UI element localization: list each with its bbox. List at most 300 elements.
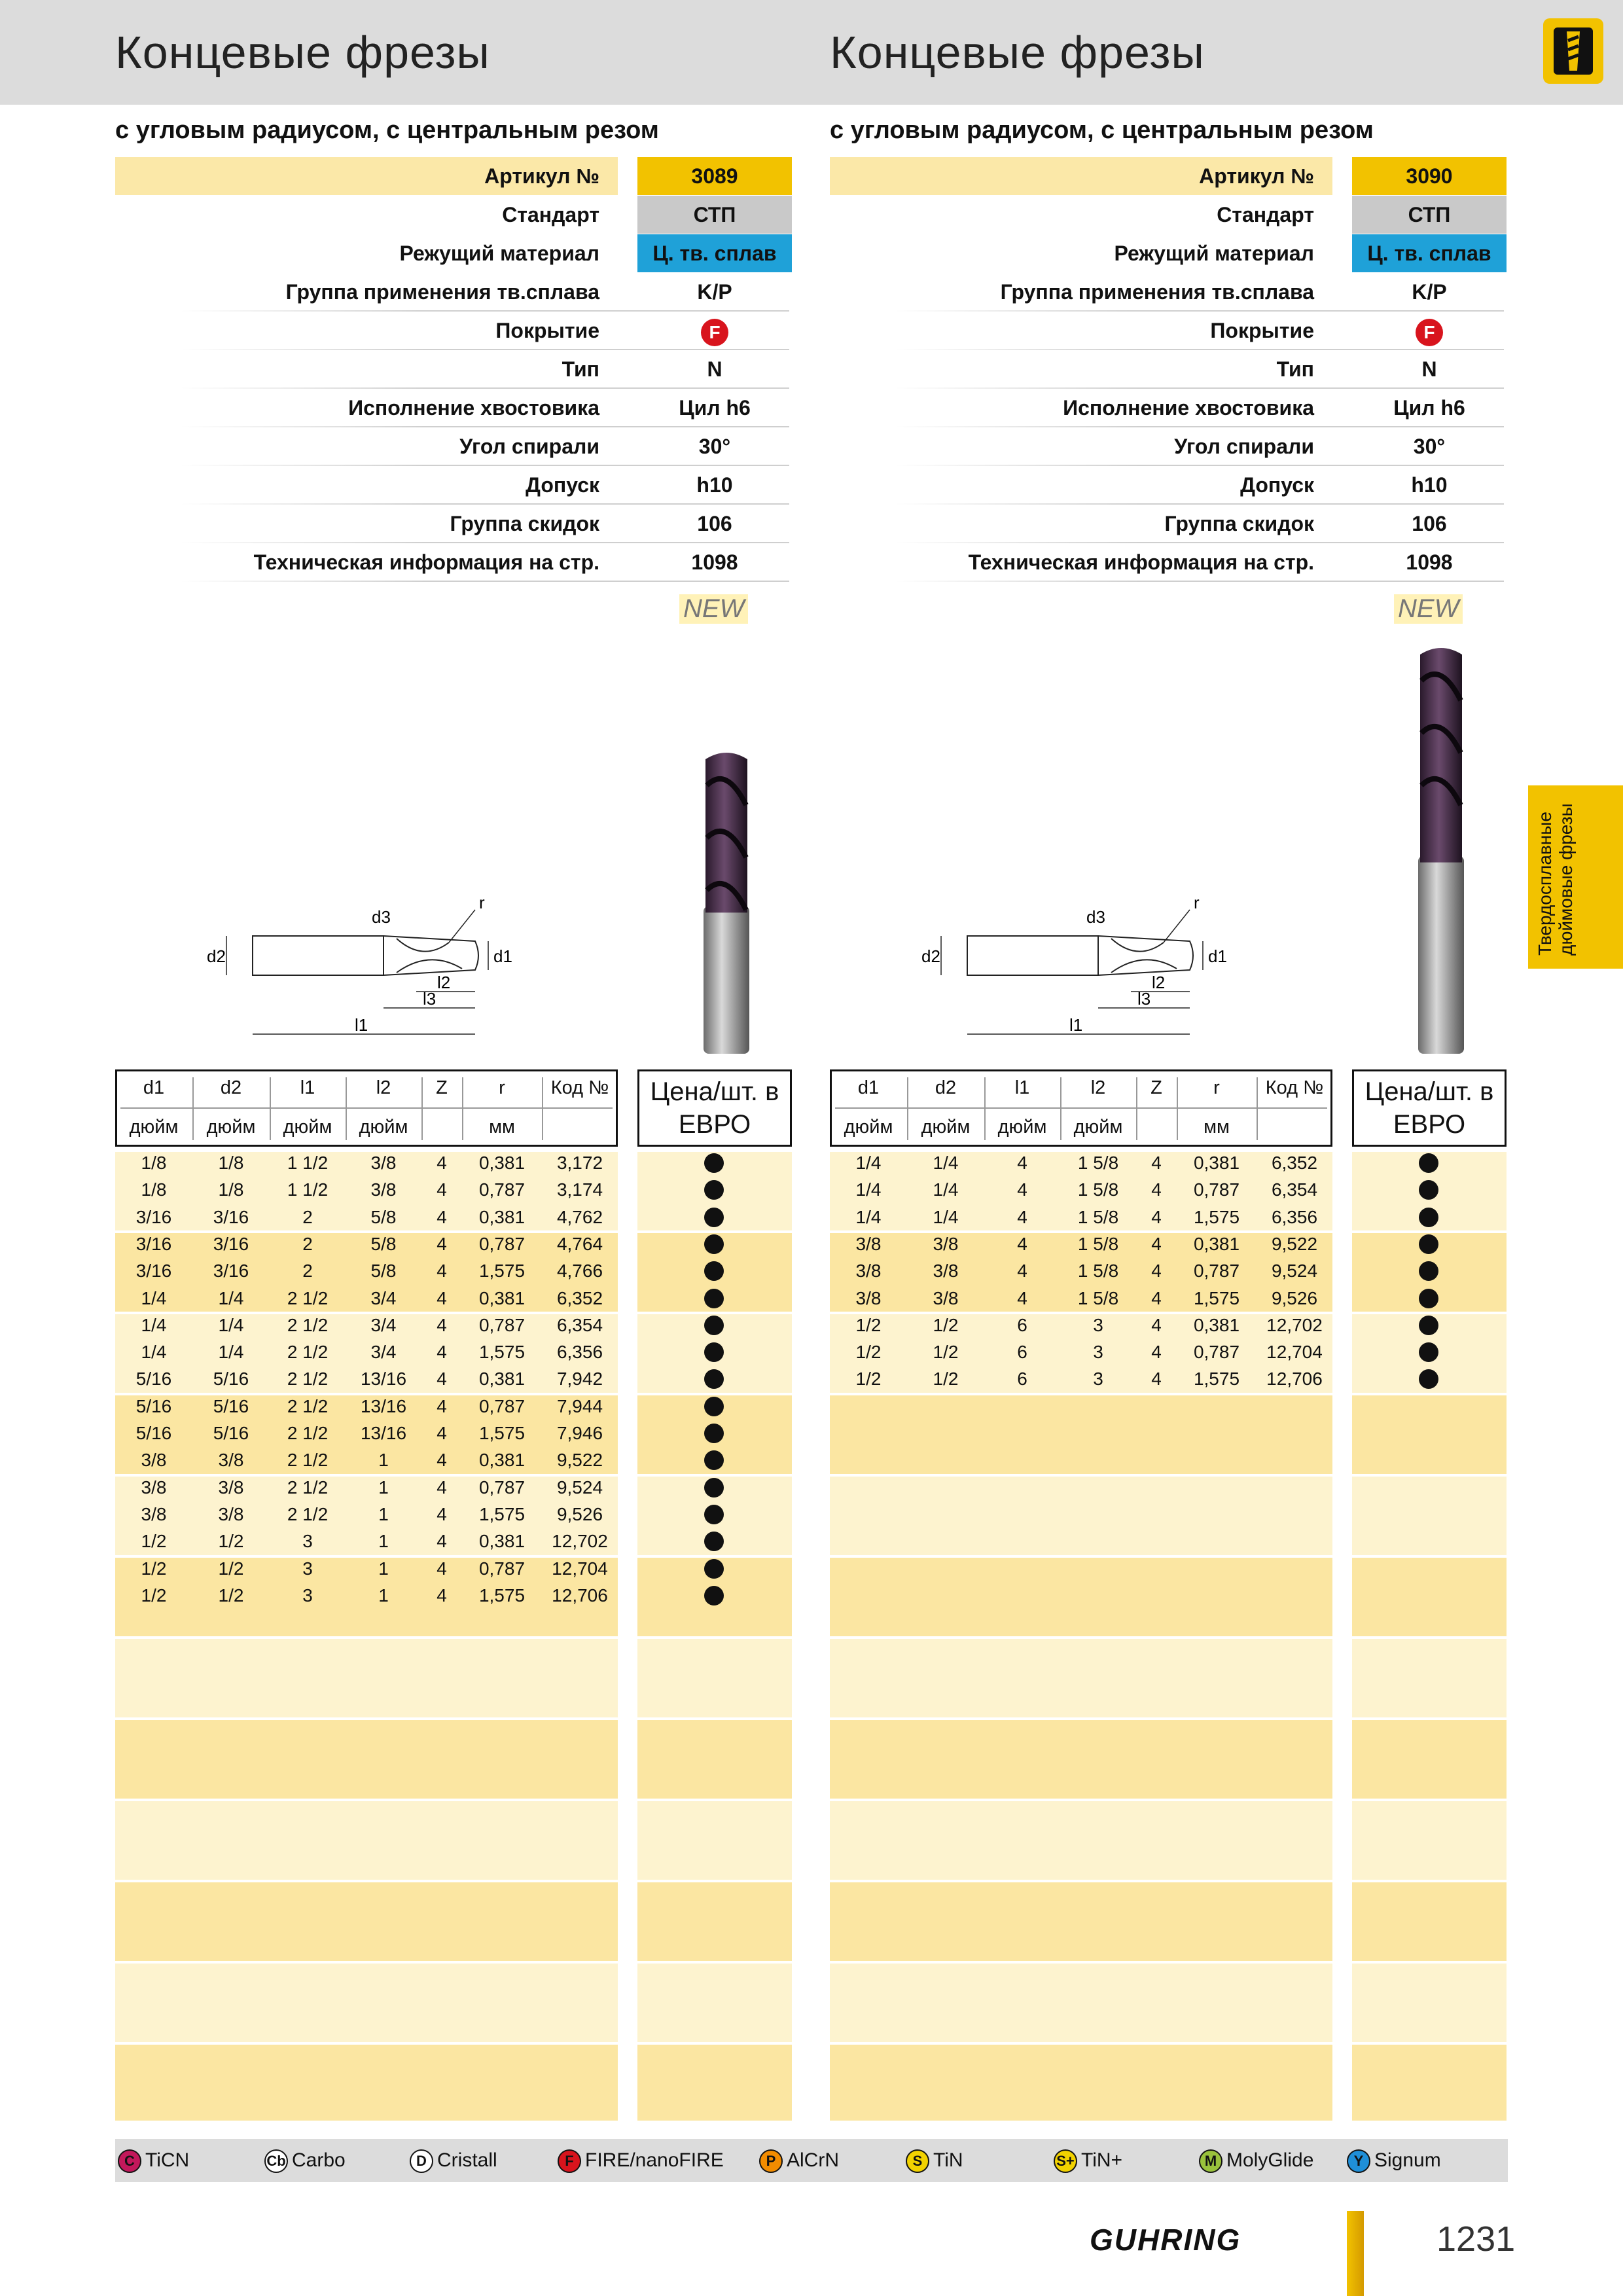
prop-value-article: 3090 xyxy=(1352,157,1507,195)
end-mill-photo xyxy=(687,746,766,1054)
availability-dot-icon xyxy=(1419,1261,1438,1281)
cell-l2: 1 xyxy=(378,1531,389,1552)
cell-z: 4 xyxy=(437,1233,447,1254)
cell-l2: 1 5/8 xyxy=(1077,1179,1119,1200)
legend-label: TiN xyxy=(933,2149,963,2171)
table-row xyxy=(115,1257,618,1284)
legend-label: AlCrN xyxy=(787,2149,839,2171)
cell-r: 0,787 xyxy=(478,1477,526,1498)
column-divider xyxy=(1060,1077,1061,1140)
page-number: 1231 xyxy=(1436,2219,1516,2259)
cell-l2: 1 5/8 xyxy=(1077,1233,1119,1254)
cell-l2: 1 xyxy=(378,1477,389,1498)
cell-l1: 3 xyxy=(302,1585,313,1605)
cell-l1: 2 xyxy=(302,1233,313,1254)
cell-d2: 1/4 xyxy=(933,1206,959,1227)
brand-logo: GUHRING xyxy=(1090,2223,1241,2257)
cell-r: 1,575 xyxy=(478,1261,526,1282)
cell-d1: 3/8 xyxy=(855,1287,882,1308)
column-divider xyxy=(907,1077,908,1140)
availability-dot-icon xyxy=(1419,1289,1438,1308)
coating-tin-icon: S+ xyxy=(1054,2149,1077,2173)
cell-z: 4 xyxy=(437,1531,447,1552)
table-band xyxy=(115,1882,618,1961)
column-divider xyxy=(542,1077,543,1140)
cell-z: 4 xyxy=(437,1261,447,1282)
availability-dot-icon xyxy=(1419,1342,1438,1362)
prop-value-carbide-group: K/P xyxy=(1412,280,1447,304)
prop-value-type: N xyxy=(1421,357,1437,381)
cell-l2: 3 xyxy=(1093,1342,1103,1363)
price-header: Цена/шт. в ЕВРО xyxy=(637,1069,792,1147)
svg-text:l3: l3 xyxy=(1137,989,1151,1009)
prop-label-type: Тип xyxy=(562,357,599,381)
column-header: d2 xyxy=(220,1077,242,1098)
cell-d1: 1/2 xyxy=(141,1585,167,1605)
dimension-drawing xyxy=(915,890,1334,1047)
cell-r: 0,787 xyxy=(1193,1342,1240,1363)
availability-dot-icon xyxy=(704,1478,724,1498)
cell-code: 9,522 xyxy=(556,1450,603,1471)
legend-label: MolyGlide xyxy=(1226,2149,1314,2171)
cell-z: 4 xyxy=(1151,1261,1162,1282)
prop-value-shank: Цил h6 xyxy=(679,396,751,420)
legend-label: Signum xyxy=(1374,2149,1441,2171)
cell-z: 4 xyxy=(437,1585,447,1605)
prop-label-shank: Исполнение хвостовика xyxy=(1063,396,1314,420)
cell-r: 0,787 xyxy=(1193,1261,1240,1282)
column-divider xyxy=(346,1077,347,1140)
column-header: Z xyxy=(436,1077,448,1098)
cell-l1: 2 1/2 xyxy=(287,1287,329,1308)
price-band xyxy=(1352,1882,1507,1961)
cell-code: 6,352 xyxy=(1271,1153,1318,1173)
price-band xyxy=(637,1720,792,1799)
availability-dot-icon xyxy=(704,1559,724,1579)
cell-z: 4 xyxy=(437,1153,447,1173)
prop-value-tech-info: 1098 xyxy=(691,550,738,574)
cell-d2: 1/2 xyxy=(218,1531,244,1552)
cell-code: 12,702 xyxy=(552,1531,608,1552)
price-band xyxy=(637,1882,792,1961)
price-band xyxy=(637,1639,792,1717)
column-header: l2 xyxy=(376,1077,391,1098)
table-band xyxy=(115,1801,618,1880)
cell-d1: 3/8 xyxy=(141,1477,167,1498)
table-row xyxy=(115,1555,618,1582)
cell-l2: 13/16 xyxy=(360,1423,407,1443)
cell-code: 7,944 xyxy=(556,1395,603,1416)
cell-l2: 5/8 xyxy=(370,1233,397,1254)
cell-l1: 4 xyxy=(1017,1261,1027,1282)
cell-z: 4 xyxy=(437,1342,447,1363)
table-row xyxy=(115,1204,618,1230)
cell-l2: 1 5/8 xyxy=(1077,1206,1119,1227)
cell-l2: 3/4 xyxy=(370,1287,397,1308)
cell-code: 12,706 xyxy=(552,1585,608,1605)
cell-code: 7,942 xyxy=(556,1369,603,1390)
availability-dot-icon xyxy=(704,1316,724,1335)
coating-firenanofire-icon: F xyxy=(558,2149,581,2173)
prop-label-helix: Угол спирали xyxy=(459,435,599,458)
cell-l2: 5/8 xyxy=(370,1261,397,1282)
svg-text:d3: d3 xyxy=(1086,907,1105,927)
cell-z: 4 xyxy=(437,1369,447,1390)
prop-value-article: 3089 xyxy=(637,157,792,195)
cell-d1: 1/8 xyxy=(141,1153,167,1173)
column-header: l1 xyxy=(1014,1077,1030,1098)
cell-z: 4 xyxy=(1151,1314,1162,1335)
svg-text:l1: l1 xyxy=(1069,1015,1083,1035)
cell-l1: 4 xyxy=(1017,1287,1027,1308)
svg-text:r: r xyxy=(479,893,485,912)
row-divider xyxy=(895,581,1504,582)
prop-value-shank: Цил h6 xyxy=(1393,396,1465,420)
cell-r: 0,787 xyxy=(478,1558,526,1579)
cell-d1: 1/2 xyxy=(855,1342,882,1363)
prop-label-discount: Группа скидок xyxy=(450,512,599,535)
cell-d2: 3/16 xyxy=(213,1261,249,1282)
table-row xyxy=(115,1446,618,1473)
table-row xyxy=(830,1338,1332,1365)
svg-text:l1: l1 xyxy=(355,1015,368,1035)
availability-dot-icon xyxy=(1419,1316,1438,1335)
cell-l2: 1 xyxy=(378,1450,389,1471)
availability-dot-icon xyxy=(704,1342,724,1362)
prop-value-coating xyxy=(637,312,792,350)
cell-r: 0,381 xyxy=(478,1369,526,1390)
cell-d1: 1/4 xyxy=(855,1206,882,1227)
prop-label-cutting-material: Режущий материал xyxy=(1114,242,1314,265)
availability-dot-icon xyxy=(704,1289,724,1308)
prop-value-helix: 30° xyxy=(1413,435,1446,458)
prop-value-helix: 30° xyxy=(698,435,731,458)
row-divider xyxy=(181,581,789,582)
prop-label-helix: Угол спирали xyxy=(1174,435,1314,458)
cell-d2: 3/8 xyxy=(218,1477,244,1498)
cell-l2: 13/16 xyxy=(360,1369,407,1390)
prop-label-carbide-group: Группа применения тв.сплава xyxy=(285,280,599,304)
cell-r: 1,575 xyxy=(1193,1206,1240,1227)
cell-d1: 1/2 xyxy=(141,1531,167,1552)
svg-text:d1: d1 xyxy=(493,946,512,966)
column-unit: дюйм xyxy=(997,1117,1047,1138)
cell-r: 1,575 xyxy=(1193,1369,1240,1390)
cell-d2: 1/8 xyxy=(218,1179,244,1200)
cell-code: 9,526 xyxy=(1271,1287,1318,1308)
cell-l2: 3/4 xyxy=(370,1342,397,1363)
prop-label-article: Артикул № xyxy=(115,157,618,195)
cell-l1: 1 1/2 xyxy=(287,1153,329,1173)
table-row xyxy=(830,1312,1332,1338)
cell-d1: 3/8 xyxy=(141,1503,167,1524)
cell-d2: 3/16 xyxy=(213,1206,249,1227)
cell-r: 0,381 xyxy=(478,1287,526,1308)
cell-r: 1,575 xyxy=(478,1503,526,1524)
table-row xyxy=(830,1204,1332,1230)
cell-l2: 1 xyxy=(378,1503,389,1524)
svg-text:d2: d2 xyxy=(921,946,940,966)
cell-code: 6,354 xyxy=(1271,1179,1318,1200)
table-band xyxy=(830,1639,1332,1717)
cell-l1: 6 xyxy=(1017,1342,1027,1363)
cell-r: 0,381 xyxy=(478,1531,526,1552)
cell-d1: 1/4 xyxy=(141,1342,167,1363)
table-band xyxy=(115,1639,618,1717)
legend-item xyxy=(1054,2148,1122,2173)
table-band xyxy=(830,1882,1332,1961)
side-tab-label: Твердосплавные дюймовые фрезы xyxy=(1535,803,1576,956)
cell-d2: 1/4 xyxy=(218,1342,244,1363)
cell-z: 4 xyxy=(1151,1179,1162,1200)
table-row xyxy=(115,1285,618,1312)
cell-l1: 6 xyxy=(1017,1369,1027,1390)
cell-l1: 6 xyxy=(1017,1314,1027,1335)
column-header: d1 xyxy=(143,1077,165,1098)
availability-dot-icon xyxy=(704,1208,724,1227)
column-unit: дюйм xyxy=(844,1117,893,1138)
cell-l1: 1 1/2 xyxy=(287,1179,329,1200)
table-row xyxy=(115,1149,618,1176)
cell-r: 0,787 xyxy=(478,1314,526,1335)
legend-item xyxy=(906,2148,963,2173)
cell-l1: 2 xyxy=(302,1261,313,1282)
prop-value-tolerance: h10 xyxy=(1411,473,1448,497)
prop-label-shank: Исполнение хвостовика xyxy=(348,396,599,420)
cell-l1: 2 xyxy=(302,1206,313,1227)
svg-text:l2: l2 xyxy=(1152,973,1166,992)
cell-d2: 1/2 xyxy=(933,1342,959,1363)
cell-code: 12,702 xyxy=(1266,1314,1323,1335)
column-unit: мм xyxy=(1204,1117,1230,1138)
table-band xyxy=(830,1720,1332,1799)
table-row xyxy=(115,1176,618,1203)
column-header: d1 xyxy=(857,1077,880,1098)
table-band xyxy=(830,1964,1332,2042)
cell-code: 6,356 xyxy=(556,1342,603,1363)
column-unit: мм xyxy=(489,1117,515,1138)
cell-d2: 3/8 xyxy=(933,1233,959,1254)
table-band xyxy=(830,1477,1332,1555)
table-row xyxy=(115,1528,618,1554)
column-unit: дюйм xyxy=(206,1117,256,1138)
cell-l1: 2 1/2 xyxy=(287,1423,329,1443)
cell-r: 0,381 xyxy=(478,1206,526,1227)
prop-label-type: Тип xyxy=(1276,357,1314,381)
cell-d1: 5/16 xyxy=(135,1369,172,1390)
column-unit: дюйм xyxy=(1073,1117,1123,1138)
panel-subtitle: с угловым радиусом, с центральным резом xyxy=(115,117,659,144)
cell-d1: 1/4 xyxy=(141,1287,167,1308)
cell-l2: 3/8 xyxy=(370,1153,397,1173)
coating-molyglide-icon: M xyxy=(1199,2149,1222,2173)
prop-value-standard: СТП xyxy=(1352,196,1507,234)
header-divider xyxy=(120,1107,613,1109)
cell-l2: 13/16 xyxy=(360,1395,407,1416)
availability-dot-icon xyxy=(704,1424,724,1443)
cell-d1: 5/16 xyxy=(135,1395,172,1416)
cell-r: 0,787 xyxy=(1193,1179,1240,1200)
cell-r: 1,575 xyxy=(478,1342,526,1363)
cell-l1: 4 xyxy=(1017,1179,1027,1200)
price-band xyxy=(1352,1477,1507,1555)
cell-d2: 3/16 xyxy=(213,1233,249,1254)
column-header: l2 xyxy=(1090,1077,1106,1098)
prop-value-cutting-material: Ц. тв. сплав xyxy=(1352,234,1507,272)
column-divider xyxy=(270,1077,271,1140)
cell-d2: 1/4 xyxy=(933,1179,959,1200)
table-row xyxy=(830,1365,1332,1392)
column-divider xyxy=(192,1077,194,1140)
cell-d2: 5/16 xyxy=(213,1369,249,1390)
cell-l2: 3 xyxy=(1093,1314,1103,1335)
cell-z: 4 xyxy=(437,1179,447,1200)
table-band xyxy=(115,2045,618,2121)
cell-code: 6,354 xyxy=(556,1314,603,1335)
coating-carbo-icon: Cb xyxy=(264,2149,288,2173)
table-row xyxy=(115,1393,618,1420)
cell-l1: 3 xyxy=(302,1558,313,1579)
cell-z: 4 xyxy=(437,1450,447,1471)
coating-signum-icon: Y xyxy=(1347,2149,1370,2173)
cell-r: 0,381 xyxy=(1193,1153,1240,1173)
dimension-drawing xyxy=(200,890,619,1047)
cell-d1: 3/8 xyxy=(141,1450,167,1471)
cell-d1: 3/16 xyxy=(135,1233,172,1254)
cell-l2: 1 5/8 xyxy=(1077,1261,1119,1282)
cell-d1: 1/2 xyxy=(141,1558,167,1579)
cell-code: 9,526 xyxy=(556,1503,603,1524)
page-title-left: Концевые фрезы xyxy=(115,27,490,78)
cell-d2: 3/8 xyxy=(933,1261,959,1282)
availability-dot-icon xyxy=(704,1586,724,1605)
cell-l2: 3/4 xyxy=(370,1314,397,1335)
availability-dot-icon xyxy=(1419,1208,1438,1227)
availability-dot-icon xyxy=(704,1261,724,1281)
end-mill-photo xyxy=(1402,641,1480,1054)
cell-d2: 3/8 xyxy=(218,1450,244,1471)
cell-d1: 3/16 xyxy=(135,1206,172,1227)
table-row xyxy=(830,1257,1332,1284)
legend-item xyxy=(264,2148,346,2173)
cell-r: 1,575 xyxy=(478,1585,526,1605)
price-band xyxy=(637,1964,792,2042)
column-header: Код № xyxy=(550,1077,609,1098)
legend-label: TiN+ xyxy=(1081,2149,1123,2171)
coating-tin-icon: S xyxy=(906,2149,929,2173)
price-band xyxy=(637,1801,792,1880)
table-band xyxy=(830,1395,1332,1474)
cell-z: 4 xyxy=(437,1423,447,1443)
cell-d1: 1/2 xyxy=(855,1314,882,1335)
cell-l1: 3 xyxy=(302,1531,313,1552)
cell-code: 3,172 xyxy=(556,1153,603,1173)
table-row xyxy=(830,1285,1332,1312)
table-row xyxy=(830,1176,1332,1203)
availability-dot-icon xyxy=(704,1532,724,1551)
cell-code: 7,946 xyxy=(556,1423,603,1443)
coating-cristall-icon: D xyxy=(410,2149,433,2173)
prop-label-coating: Покрытие xyxy=(1210,319,1314,342)
availability-dot-icon xyxy=(704,1153,724,1173)
prop-value-type: N xyxy=(707,357,722,381)
svg-text:d2: d2 xyxy=(207,946,226,966)
cell-z: 4 xyxy=(1151,1233,1162,1254)
column-header: r xyxy=(499,1077,505,1098)
cell-d2: 1/2 xyxy=(933,1369,959,1390)
svg-text:r: r xyxy=(1194,893,1200,912)
new-badge: NEW xyxy=(1394,594,1463,624)
cell-z: 4 xyxy=(1151,1206,1162,1227)
cell-l1: 2 1/2 xyxy=(287,1477,329,1498)
prop-value-carbide-group: K/P xyxy=(697,280,732,304)
cell-d2: 1/2 xyxy=(933,1314,959,1335)
cell-r: 0,381 xyxy=(1193,1233,1240,1254)
page-title-right: Концевые фрезы xyxy=(830,27,1205,78)
cell-d2: 1/4 xyxy=(218,1287,244,1308)
cell-code: 6,352 xyxy=(556,1287,603,1308)
cell-z: 4 xyxy=(437,1287,447,1308)
table-row xyxy=(115,1338,618,1365)
column-header: Z xyxy=(1150,1077,1162,1098)
prop-label-tolerance: Допуск xyxy=(526,473,599,497)
table-band xyxy=(115,1964,618,2042)
cell-z: 4 xyxy=(437,1558,447,1579)
price-header: Цена/шт. в ЕВРО xyxy=(1352,1069,1507,1147)
cell-z: 4 xyxy=(1151,1369,1162,1390)
cell-code: 6,356 xyxy=(1271,1206,1318,1227)
cell-z: 4 xyxy=(1151,1287,1162,1308)
column-divider xyxy=(421,1077,423,1140)
cell-l2: 3/8 xyxy=(370,1179,397,1200)
cell-l1: 2 1/2 xyxy=(287,1503,329,1524)
column-divider xyxy=(1257,1077,1258,1140)
table-row xyxy=(115,1582,618,1609)
cell-r: 0,381 xyxy=(478,1450,526,1471)
cell-r: 0,787 xyxy=(478,1395,526,1416)
tool-logo-icon xyxy=(1543,18,1603,84)
cell-l2: 1 5/8 xyxy=(1077,1153,1119,1173)
availability-dot-icon xyxy=(704,1505,724,1524)
legend-item xyxy=(410,2148,497,2173)
cell-code: 9,524 xyxy=(1271,1261,1318,1282)
price-band xyxy=(1352,1801,1507,1880)
svg-text:l2: l2 xyxy=(437,973,451,992)
table-row xyxy=(115,1312,618,1338)
cell-code: 4,762 xyxy=(556,1206,603,1227)
cell-z: 4 xyxy=(1151,1153,1162,1173)
cell-z: 4 xyxy=(437,1503,447,1524)
cell-r: 0,381 xyxy=(478,1153,526,1173)
svg-text:l3: l3 xyxy=(423,989,437,1009)
legend-item xyxy=(118,2148,189,2173)
cell-code: 4,764 xyxy=(556,1233,603,1254)
coating-f-icon: F xyxy=(1416,319,1443,346)
prop-label-coating: Покрытие xyxy=(495,319,599,342)
cell-r: 0,381 xyxy=(1193,1314,1240,1335)
table-band xyxy=(830,1801,1332,1880)
column-unit: дюйм xyxy=(921,1117,971,1138)
header-divider xyxy=(835,1107,1327,1109)
prop-value-coating xyxy=(1352,312,1507,350)
column-unit: дюйм xyxy=(129,1117,179,1138)
cell-d2: 1/4 xyxy=(218,1314,244,1335)
prop-value-standard: СТП xyxy=(637,196,792,234)
cell-z: 4 xyxy=(437,1206,447,1227)
cell-d1: 5/16 xyxy=(135,1423,172,1443)
legend-item xyxy=(1347,2148,1441,2173)
coating-ticn-icon: C xyxy=(118,2149,141,2173)
